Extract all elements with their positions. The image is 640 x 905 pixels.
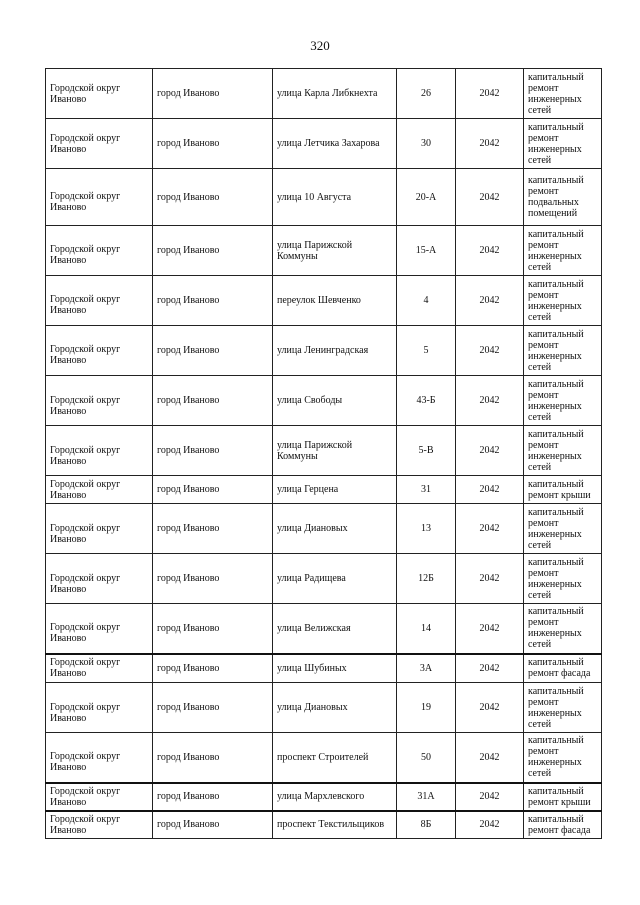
year-cell: 2042 bbox=[456, 683, 524, 733]
district-cell: Городской округ Иваново bbox=[46, 683, 153, 733]
house-cell: 12Б bbox=[397, 554, 456, 604]
year-cell: 2042 bbox=[456, 376, 524, 426]
city-cell: город Иваново bbox=[153, 783, 273, 811]
district-cell: Городской округ Иваново bbox=[46, 476, 153, 504]
house-cell: 20-А bbox=[397, 169, 456, 226]
house-cell: 50 bbox=[397, 733, 456, 783]
work-type-cell: капитальный ремонт фасада bbox=[524, 811, 602, 839]
work-type-cell: капитальный ремонт инженерных сетей bbox=[524, 554, 602, 604]
city-cell: город Иваново bbox=[153, 69, 273, 119]
table-row bbox=[46, 683, 602, 733]
table-row bbox=[46, 476, 602, 504]
street-cell: улица Шубиных bbox=[273, 654, 397, 683]
street-cell: проспект Текстильщиков bbox=[273, 811, 397, 839]
year-cell: 2042 bbox=[456, 326, 524, 376]
street-cell: улица Парижской Коммуны bbox=[273, 426, 397, 476]
year-cell: 2042 bbox=[456, 226, 524, 276]
district-cell: Городской округ Иваново bbox=[46, 733, 153, 783]
work-type-cell: капитальный ремонт инженерных сетей bbox=[524, 276, 602, 326]
table-row bbox=[46, 811, 602, 839]
city-cell: город Иваново bbox=[153, 476, 273, 504]
city-cell: город Иваново bbox=[153, 226, 273, 276]
table-row bbox=[46, 169, 602, 226]
table-row bbox=[46, 276, 602, 326]
house-cell: 4 bbox=[397, 276, 456, 326]
street-cell: улица Летчика Захарова bbox=[273, 119, 397, 169]
city-cell: город Иваново bbox=[153, 811, 273, 839]
street-cell: переулок Шевченко bbox=[273, 276, 397, 326]
work-type-cell: капитальный ремонт инженерных сетей bbox=[524, 326, 602, 376]
year-cell: 2042 bbox=[456, 733, 524, 783]
work-type-cell: капитальный ремонт фасада bbox=[524, 654, 602, 683]
table-row bbox=[46, 783, 602, 811]
district-cell: Городской округ Иваново bbox=[46, 654, 153, 683]
table-row bbox=[46, 654, 602, 683]
year-cell: 2042 bbox=[456, 554, 524, 604]
work-type-cell: капитальный ремонт инженерных сетей bbox=[524, 733, 602, 783]
district-cell: Городской округ Иваново bbox=[46, 69, 153, 119]
year-cell: 2042 bbox=[456, 119, 524, 169]
district-cell: Городской округ Иваново bbox=[46, 783, 153, 811]
work-type-cell: капитальный ремонт инженерных сетей bbox=[524, 683, 602, 733]
year-cell: 2042 bbox=[456, 476, 524, 504]
street-cell: улица 10 Августа bbox=[273, 169, 397, 226]
work-type-cell: капитальный ремонт инженерных сетей bbox=[524, 226, 602, 276]
district-cell: Городской округ Иваново bbox=[46, 326, 153, 376]
work-type-cell: капитальный ремонт инженерных сетей bbox=[524, 604, 602, 654]
work-type-cell: капитальный ремонт инженерных сетей bbox=[524, 504, 602, 554]
house-cell: 30 bbox=[397, 119, 456, 169]
city-cell: город Иваново bbox=[153, 554, 273, 604]
city-cell: город Иваново bbox=[153, 169, 273, 226]
table-row bbox=[46, 326, 602, 376]
work-type-cell: капитальный ремонт крыши bbox=[524, 476, 602, 504]
table-row bbox=[46, 376, 602, 426]
city-cell: город Иваново bbox=[153, 426, 273, 476]
street-cell: улица Радищева bbox=[273, 554, 397, 604]
house-cell: 19 bbox=[397, 683, 456, 733]
table-row bbox=[46, 226, 602, 276]
page-number: 320 bbox=[310, 38, 330, 53]
city-cell: город Иваново bbox=[153, 276, 273, 326]
district-cell: Городской округ Иваново bbox=[46, 604, 153, 654]
work-type-cell: капитальный ремонт инженерных сетей bbox=[524, 69, 602, 119]
city-cell: город Иваново bbox=[153, 654, 273, 683]
year-cell: 2042 bbox=[456, 504, 524, 554]
street-cell: улица Велижская bbox=[273, 604, 397, 654]
city-cell: город Иваново bbox=[153, 376, 273, 426]
street-cell: улица Свободы bbox=[273, 376, 397, 426]
district-cell: Городской округ Иваново bbox=[46, 554, 153, 604]
year-cell: 2042 bbox=[456, 276, 524, 326]
street-cell: улица Мархлевского bbox=[273, 783, 397, 811]
city-cell: город Иваново bbox=[153, 683, 273, 733]
house-cell: 5-В bbox=[397, 426, 456, 476]
work-type-cell: капитальный ремонт подвальных помещений bbox=[524, 169, 602, 226]
district-cell: Городской округ Иваново bbox=[46, 376, 153, 426]
work-type-cell: капитальный ремонт инженерных сетей bbox=[524, 426, 602, 476]
table-row bbox=[46, 119, 602, 169]
repair-schedule-table bbox=[45, 68, 602, 839]
district-cell: Городской округ Иваново bbox=[46, 119, 153, 169]
house-cell: 31А bbox=[397, 783, 456, 811]
house-cell: 5 bbox=[397, 326, 456, 376]
house-cell: 13 bbox=[397, 504, 456, 554]
year-cell: 2042 bbox=[456, 69, 524, 119]
city-cell: город Иваново bbox=[153, 604, 273, 654]
house-cell: 31 bbox=[397, 476, 456, 504]
street-cell: улица Герцена bbox=[273, 476, 397, 504]
house-cell: 8Б bbox=[397, 811, 456, 839]
year-cell: 2042 bbox=[456, 169, 524, 226]
city-cell: город Иваново bbox=[153, 119, 273, 169]
house-cell: 26 bbox=[397, 69, 456, 119]
house-cell: 14 bbox=[397, 604, 456, 654]
year-cell: 2042 bbox=[456, 654, 524, 683]
table-row bbox=[46, 733, 602, 783]
work-type-cell: капитальный ремонт инженерных сетей bbox=[524, 376, 602, 426]
district-cell: Городской округ Иваново bbox=[46, 226, 153, 276]
street-cell: улица Диановых bbox=[273, 683, 397, 733]
district-cell: Городской округ Иваново bbox=[46, 504, 153, 554]
city-cell: город Иваново bbox=[153, 504, 273, 554]
street-cell: проспект Строителей bbox=[273, 733, 397, 783]
street-cell: улица Парижской Коммуны bbox=[273, 226, 397, 276]
table-row bbox=[46, 69, 602, 119]
house-cell: 15-А bbox=[397, 226, 456, 276]
table-row bbox=[46, 554, 602, 604]
house-cell: 3А bbox=[397, 654, 456, 683]
district-cell: Городской округ Иваново bbox=[46, 426, 153, 476]
house-cell: 43-Б bbox=[397, 376, 456, 426]
table-row bbox=[46, 426, 602, 476]
district-cell: Городской округ Иваново bbox=[46, 169, 153, 226]
table-row bbox=[46, 504, 602, 554]
work-type-cell: капитальный ремонт инженерных сетей bbox=[524, 119, 602, 169]
table-row bbox=[46, 604, 602, 654]
year-cell: 2042 bbox=[456, 811, 524, 839]
city-cell: город Иваново bbox=[153, 733, 273, 783]
street-cell: улица Карла Либкнехта bbox=[273, 69, 397, 119]
year-cell: 2042 bbox=[456, 426, 524, 476]
district-cell: Городской округ Иваново bbox=[46, 276, 153, 326]
year-cell: 2042 bbox=[456, 604, 524, 654]
city-cell: город Иваново bbox=[153, 326, 273, 376]
street-cell: улица Диановых bbox=[273, 504, 397, 554]
district-cell: Городской округ Иваново bbox=[46, 811, 153, 839]
work-type-cell: капитальный ремонт крыши bbox=[524, 783, 602, 811]
year-cell: 2042 bbox=[456, 783, 524, 811]
street-cell: улица Ленинградская bbox=[273, 326, 397, 376]
